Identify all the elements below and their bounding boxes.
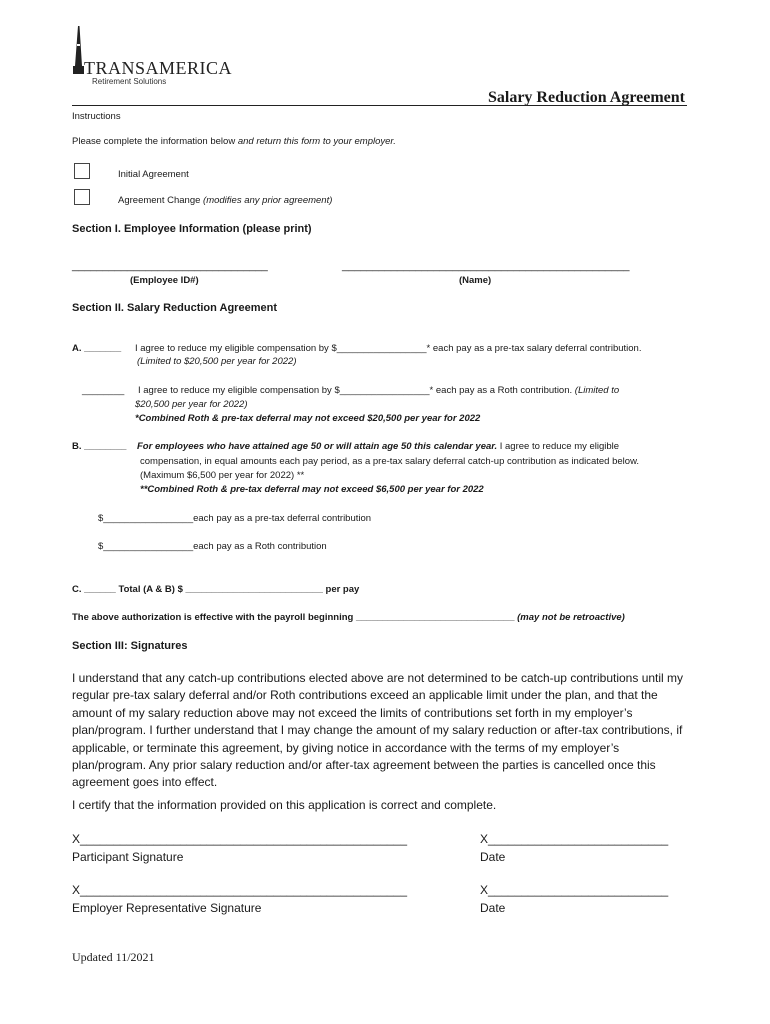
signature-terms-paragraph: I understand that any catch-up contributions elected above are not determined to be catch-up contributions until my regular pre-tax salary deferral and/or Roth contributions exceed an applicable limit under the plan, and that the amount of my salary reduction above may not exceed the limits of contributions set forth in my employer’s plan/program. I further understand that I may change the amount of my salary reduction or after-tax contributions, if applicable, or terminate this agreement, by giving notice in accordance with the terms of my employer’s plan/program. Any prior salary reduction and/or after-tax agreement between the parties is cancelled once this agreement goes into effect.	[72, 671, 684, 790]
initial-agreement-checkbox[interactable]	[74, 163, 90, 179]
name-label: (Name)	[459, 275, 492, 286]
name-field[interactable]: _______________________________________________	[342, 260, 630, 272]
instructions-heading: Instructions	[72, 111, 121, 122]
option-b-combined-note: **Combined Roth & pre-tax deferral may not exceed $6,500 per year for 2022	[140, 484, 484, 495]
roth-text: I agree to reduce my eligible compensation by $_________________* each pay as a Roth contribution. (Limited to	[138, 385, 620, 396]
header-divider	[72, 105, 687, 106]
footer-updated-date: Updated 11/2021	[72, 950, 155, 964]
section2-heading: Section II. Salary Reduction Agreement	[72, 302, 277, 314]
catchup-roth-field[interactable]: $_________________each pay as a Roth contribution	[98, 541, 327, 552]
employer-signature-field[interactable]: X_________________________________________________	[72, 883, 408, 897]
employee-id-label: (Employee ID#)	[130, 275, 199, 286]
employee-id-field[interactable]: ________________________________	[72, 260, 268, 272]
roth-field[interactable]: ________	[82, 385, 125, 396]
certification-statement: I certify that the information provided on this application is correct and complete.	[72, 798, 497, 812]
participant-signature-field[interactable]: X_________________________________________________	[72, 832, 408, 846]
brand-subtitle: Retirement Solutions	[92, 77, 167, 86]
option-a-limit: (Limited to $20,500 per year for 2022)	[137, 356, 297, 367]
option-a-field[interactable]: A. _______	[72, 343, 122, 354]
option-a-text: I agree to reduce my eligible compensation by $_________________* each pay as a pre-tax salary deferral contribution.	[135, 343, 642, 354]
roth-limit: $20,500 per year for 2022)	[135, 399, 248, 410]
option-b-field[interactable]: B. ________	[72, 441, 127, 452]
participant-signature-label: Participant Signature	[72, 850, 184, 864]
catchup-pretax-field[interactable]: $_________________each pay as a pre-tax deferral contribution	[98, 513, 372, 524]
agreement-change-checkbox[interactable]	[74, 189, 90, 205]
option-b-line2: compensation, in equal amounts each pay period, as a pre-tax salary deferral catch-up contribution as indicated below.	[140, 456, 640, 467]
brand-name: TRANSAMERICA	[84, 58, 233, 78]
option-b-text: For employees who have attained age 50 or will attain age 50 this calendar year. I agree to reduce my eligible	[137, 441, 620, 452]
participant-date-label: Date	[480, 850, 506, 864]
roth-combined-note: *Combined Roth & pre-tax deferral may not exceed $20,500 per year for 2022	[135, 413, 481, 424]
section1-heading: Section I. Employee Information (please print)	[72, 223, 312, 235]
instructions-text: Please complete the information below and return this form to your employer.	[72, 136, 396, 147]
employer-signature-label: Employer Representative Signature	[72, 901, 262, 915]
employer-date-field[interactable]: X___________________________	[480, 883, 669, 897]
participant-date-field[interactable]: X___________________________	[480, 832, 669, 846]
option-b-line3: (Maximum $6,500 per year for 2022) **	[140, 470, 305, 481]
employer-date-label: Date	[480, 901, 506, 915]
section3-heading: Section III: Signatures	[72, 640, 188, 652]
initial-agreement-label: Initial Agreement	[118, 169, 189, 180]
effective-date-field[interactable]: The above authorization is effective with the payroll beginning ______________________________ (may not be retroactive)	[72, 612, 625, 623]
total-field[interactable]: C. ______ Total (A & B) $ __________________________ per pay	[72, 584, 360, 595]
form-title: Salary Reduction Agreement	[487, 89, 685, 106]
agreement-change-label: Agreement Change (modifies any prior agreement)	[118, 195, 333, 206]
